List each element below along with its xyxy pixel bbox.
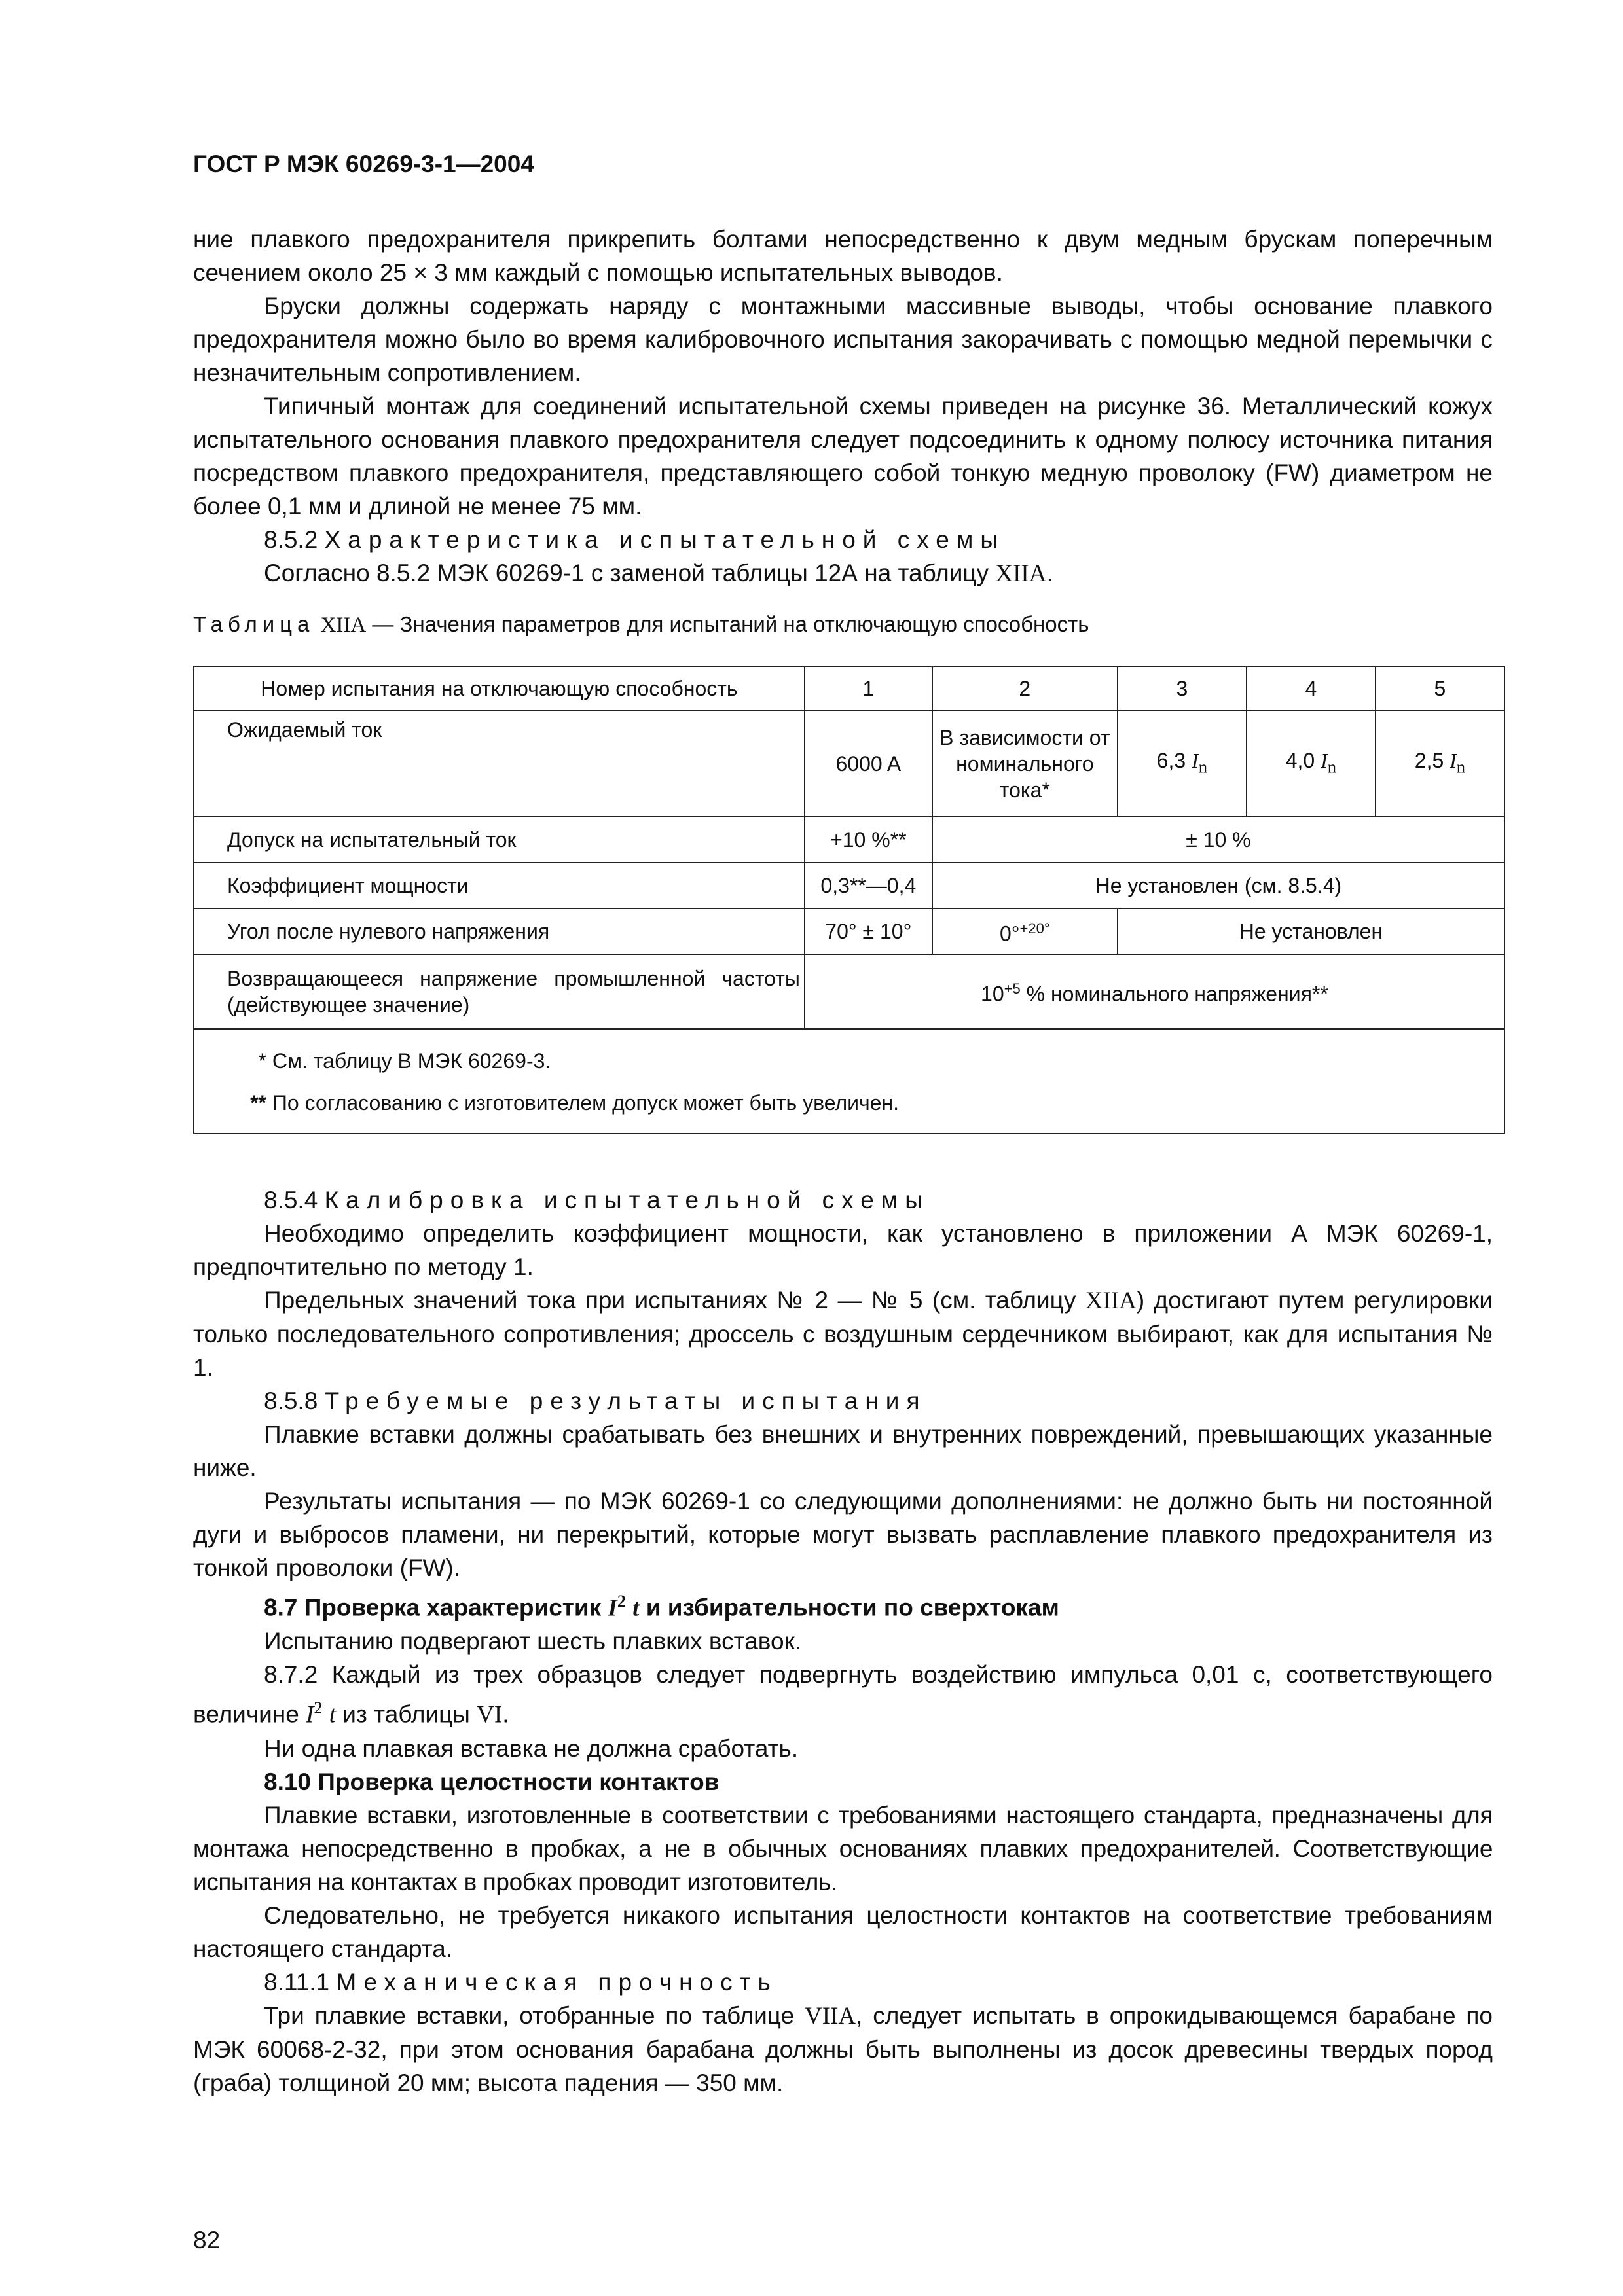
paragraph-contact-mounting: Плавкие вставки, изготовленные в соответствии с требованиями настоящего стандарта, предназначены для монтажа непосредственно в пробках, а не в обычных основаниях плавких предохранителей. Соответствующие испытания на контактах в пробках проводит изготовитель.: [193, 1801, 1493, 1895]
text-fragment: Согласно 8.5.2 МЭК 60269-1 с заменой таблицы 12А на таблицу: [264, 560, 996, 586]
body-section: [193, 1183, 1493, 2100]
paragraph-intro-continuation: ние плавкого предохранителя прикрепить болтами непосредственно к двум медным брускам поперечным сечением около 25 × 3 мм каждый с помощью испытательных выводов.: [193, 226, 1493, 286]
paragraph-test-results: Результаты испытания — по МЭК 60269-1 со следующими дополнениями: не должно быть ни постоянной дуги и выбросов пламени, ни перекрытий, которые могут вызвать расплавление плавкого предохранителя из тонкой проволоки (FW).: [193, 1488, 1493, 1581]
text-fragment: ) достигают путем регулировки только последовательного сопротивления; дроссель с воздушным сердечником выбирают, как для испытания № 1.: [193, 1287, 1493, 1381]
cell-value: [932, 908, 1118, 954]
section-number: 8.11.1: [264, 1968, 330, 1996]
cell-value: [1376, 711, 1504, 817]
section-heading-8-11-1: [193, 1965, 1493, 1999]
paragraph-no-operation: Ни одна плавкая вставка не должна сработать.: [264, 1734, 799, 1762]
cell-value: В зависимости от номинального тока*: [932, 711, 1118, 817]
table-notes: [194, 1029, 1504, 1134]
paragraph-fuse-operation: Плавкие вставки должны срабатывать без внешних и внутренних повреждений, превышающих указанные ниже.: [193, 1421, 1493, 1481]
paragraph-no-test-required: Следовательно, не требуется никакого испытания целостности контактов на соответствие требованиям настоящего стандарта.: [193, 1901, 1493, 1962]
paragraph-power-factor: Необходимо определить коэффициент мощности, как установлено в приложении А МЭК 60269-1, предпочтительно по методу 1.: [193, 1220, 1493, 1280]
value-base: 10: [981, 982, 1004, 1006]
caption-text: — Значения параметров для испытаний на отключающую способность: [366, 612, 1089, 636]
paragraph-mechanical-strength: [193, 1999, 1493, 2100]
angle-base: 0°: [999, 922, 1020, 946]
header-col-3: 3: [1118, 666, 1247, 711]
caption-word: Таблица: [193, 612, 315, 636]
paragraph-8-7-2: [193, 1658, 1493, 1731]
footnote-mark: **: [250, 1091, 266, 1115]
footnote: [240, 1082, 1504, 1124]
row-label-tolerance: Допуск на испытательный ток: [194, 817, 805, 863]
current-subscript: n: [1198, 757, 1208, 777]
value-superscript: +5: [1004, 980, 1021, 997]
table-reference: VI: [477, 1701, 503, 1729]
multiplier: 2,5: [1414, 749, 1444, 773]
paragraph-table-replacement: [193, 556, 1493, 590]
page-number: 82: [193, 2227, 221, 2253]
header-col-2: 2: [932, 666, 1118, 711]
cell-value-merged: Не установлен: [1118, 908, 1504, 954]
value-text: % номинального напряжения**: [1020, 982, 1328, 1006]
current-subscript: n: [1327, 757, 1337, 777]
section-title: Механическая прочность: [336, 1968, 778, 1996]
cell-value: 70° ± 10°: [805, 908, 932, 954]
section-heading-8-5-8: [193, 1384, 1493, 1418]
formula-symbol: t: [329, 1701, 336, 1729]
cell-value: [1247, 711, 1376, 817]
section-number: 8.5.2: [264, 526, 318, 553]
text-fragment: .: [1046, 560, 1053, 586]
footnote: [240, 1040, 1504, 1082]
table-notes-row: [194, 1029, 1504, 1134]
cell-value-merged: ± 10 %: [932, 817, 1504, 863]
current-symbol: I: [1450, 749, 1457, 773]
section-title: Требуемые результаты испытания: [324, 1388, 927, 1414]
formula-exponent: 2: [314, 1698, 323, 1718]
table-reference: VIIA: [805, 2002, 856, 2030]
formula-symbol: I: [306, 1701, 314, 1729]
header-col-5: 5: [1376, 666, 1504, 711]
text-fragment: Три плавкие вставки, отобранные по таблице: [264, 2001, 805, 2029]
formula-symbol: t: [632, 1594, 640, 1622]
angle-superscript: +20°: [1019, 920, 1050, 937]
footnote-mark: *: [258, 1049, 266, 1073]
row-label-power-factor: Коэффициент мощности: [194, 863, 805, 908]
current-symbol: I: [1192, 749, 1199, 773]
cell-value: +10 %**: [805, 817, 932, 863]
paragraph-mounting: Типичный монтаж для соединений испытательной схемы приведен на рисунке 36. Металлический кожух испытательного основания плавкого предохранителя следует подсоединить к одному полюсу источника питания посредством плавкого предохранителя, представляющего собой тонкую медную проволоку (FW) диаметром не более 0,1 мм и длиной не менее 75 мм.: [193, 393, 1493, 520]
breaking-capacity-table: [193, 666, 1505, 1134]
text-fragment: .: [502, 1700, 509, 1728]
text-fragment: , следует испытать в опрокидывающемся барабане по МЭК 60068-2-32, при этом основания барабана должны быть выполнены из досок древесины твердых пород (граба) толщиной 20 мм; высота падения — 350 мм.: [193, 2001, 1493, 2096]
section-number: 8.5.8: [264, 1388, 318, 1414]
table-row: [194, 863, 1504, 908]
paragraph-bars: Бруски должны содержать наряду с монтажными массивные выводы, чтобы основание плавкого предохранителя можно было во время калибровочного испытания закорачивать с помощью медной перемычки с незначительным сопротивлением.: [193, 293, 1493, 386]
formula-exponent: 2: [617, 1592, 626, 1611]
cell-value: [1118, 711, 1247, 817]
paragraph-current-values: [193, 1283, 1493, 1384]
caption-number: XIIA: [320, 613, 367, 637]
section-heading-8-7: [193, 1585, 1493, 1624]
heading-text: и избирательности по сверхтокам: [639, 1594, 1059, 1621]
cell-value: 0,3**—0,4: [805, 863, 932, 908]
multiplier: 6,3: [1156, 749, 1186, 773]
table-row: [194, 908, 1504, 954]
footnote-text: По согласованию с изготовителем допуск может быть увеличен.: [272, 1091, 900, 1115]
intro-section: [193, 223, 1493, 590]
table-header-row: [194, 666, 1504, 711]
paragraph-six-fuses: Испытанию подвергают шесть плавких вставок.: [264, 1628, 802, 1655]
header-col-1: 1: [805, 666, 932, 711]
section-title: Характеристика испытательной схемы: [324, 526, 1005, 553]
table-row: [194, 954, 1504, 1029]
footnote-text: См. таблицу В МЭК 60269-3.: [272, 1049, 551, 1073]
multiplier: 4,0: [1285, 749, 1315, 773]
document-header: ГОСТ Р МЭК 60269-3-1—2004: [193, 151, 534, 177]
section-heading-8-5-2: [193, 523, 1493, 556]
header-label: Номер испытания на отключающую способность: [194, 666, 805, 711]
header-col-4: 4: [1247, 666, 1376, 711]
text-fragment: из таблицы: [335, 1700, 477, 1728]
table-caption: [193, 612, 1089, 637]
text-fragment: Предельных значений тока при испытаниях № 2 — № 5 (см. таблицу: [264, 1287, 1085, 1314]
section-number: 8.5.4: [264, 1187, 318, 1213]
section-heading-8-5-4: [193, 1183, 1493, 1217]
section-title: Калибровка испытательной схемы: [324, 1187, 930, 1213]
section-heading-8-10: 8.10 Проверка целостности контактов: [264, 1768, 720, 1795]
table-reference: XIIA: [1085, 1287, 1137, 1314]
heading-text: 8.7 Проверка характеристик: [264, 1594, 608, 1621]
table-reference: XIIA: [995, 560, 1047, 587]
text-fragment: 8.7.2 Каждый из трех образцов следует подвергнуть воздействию импульса 0,01 с, соответствующего величине: [193, 1661, 1493, 1728]
table-row: [194, 711, 1504, 817]
cell-value-merged: Не установлен (см. 8.5.4): [932, 863, 1504, 908]
cell-value: 6000 A: [805, 711, 932, 817]
table-row: [194, 817, 1504, 863]
row-label-angle: Угол после нулевого напряжения: [194, 908, 805, 954]
formula-symbol: I: [608, 1594, 617, 1622]
current-subscript: n: [1456, 757, 1466, 777]
cell-value-merged: [805, 954, 1504, 1029]
row-label-recovery-voltage: Возвращающееся напряжение промышленной частоты (действующее значение): [194, 954, 805, 1029]
row-label-expected-current: Ожидаемый ток: [194, 711, 805, 817]
current-symbol: I: [1321, 749, 1328, 773]
